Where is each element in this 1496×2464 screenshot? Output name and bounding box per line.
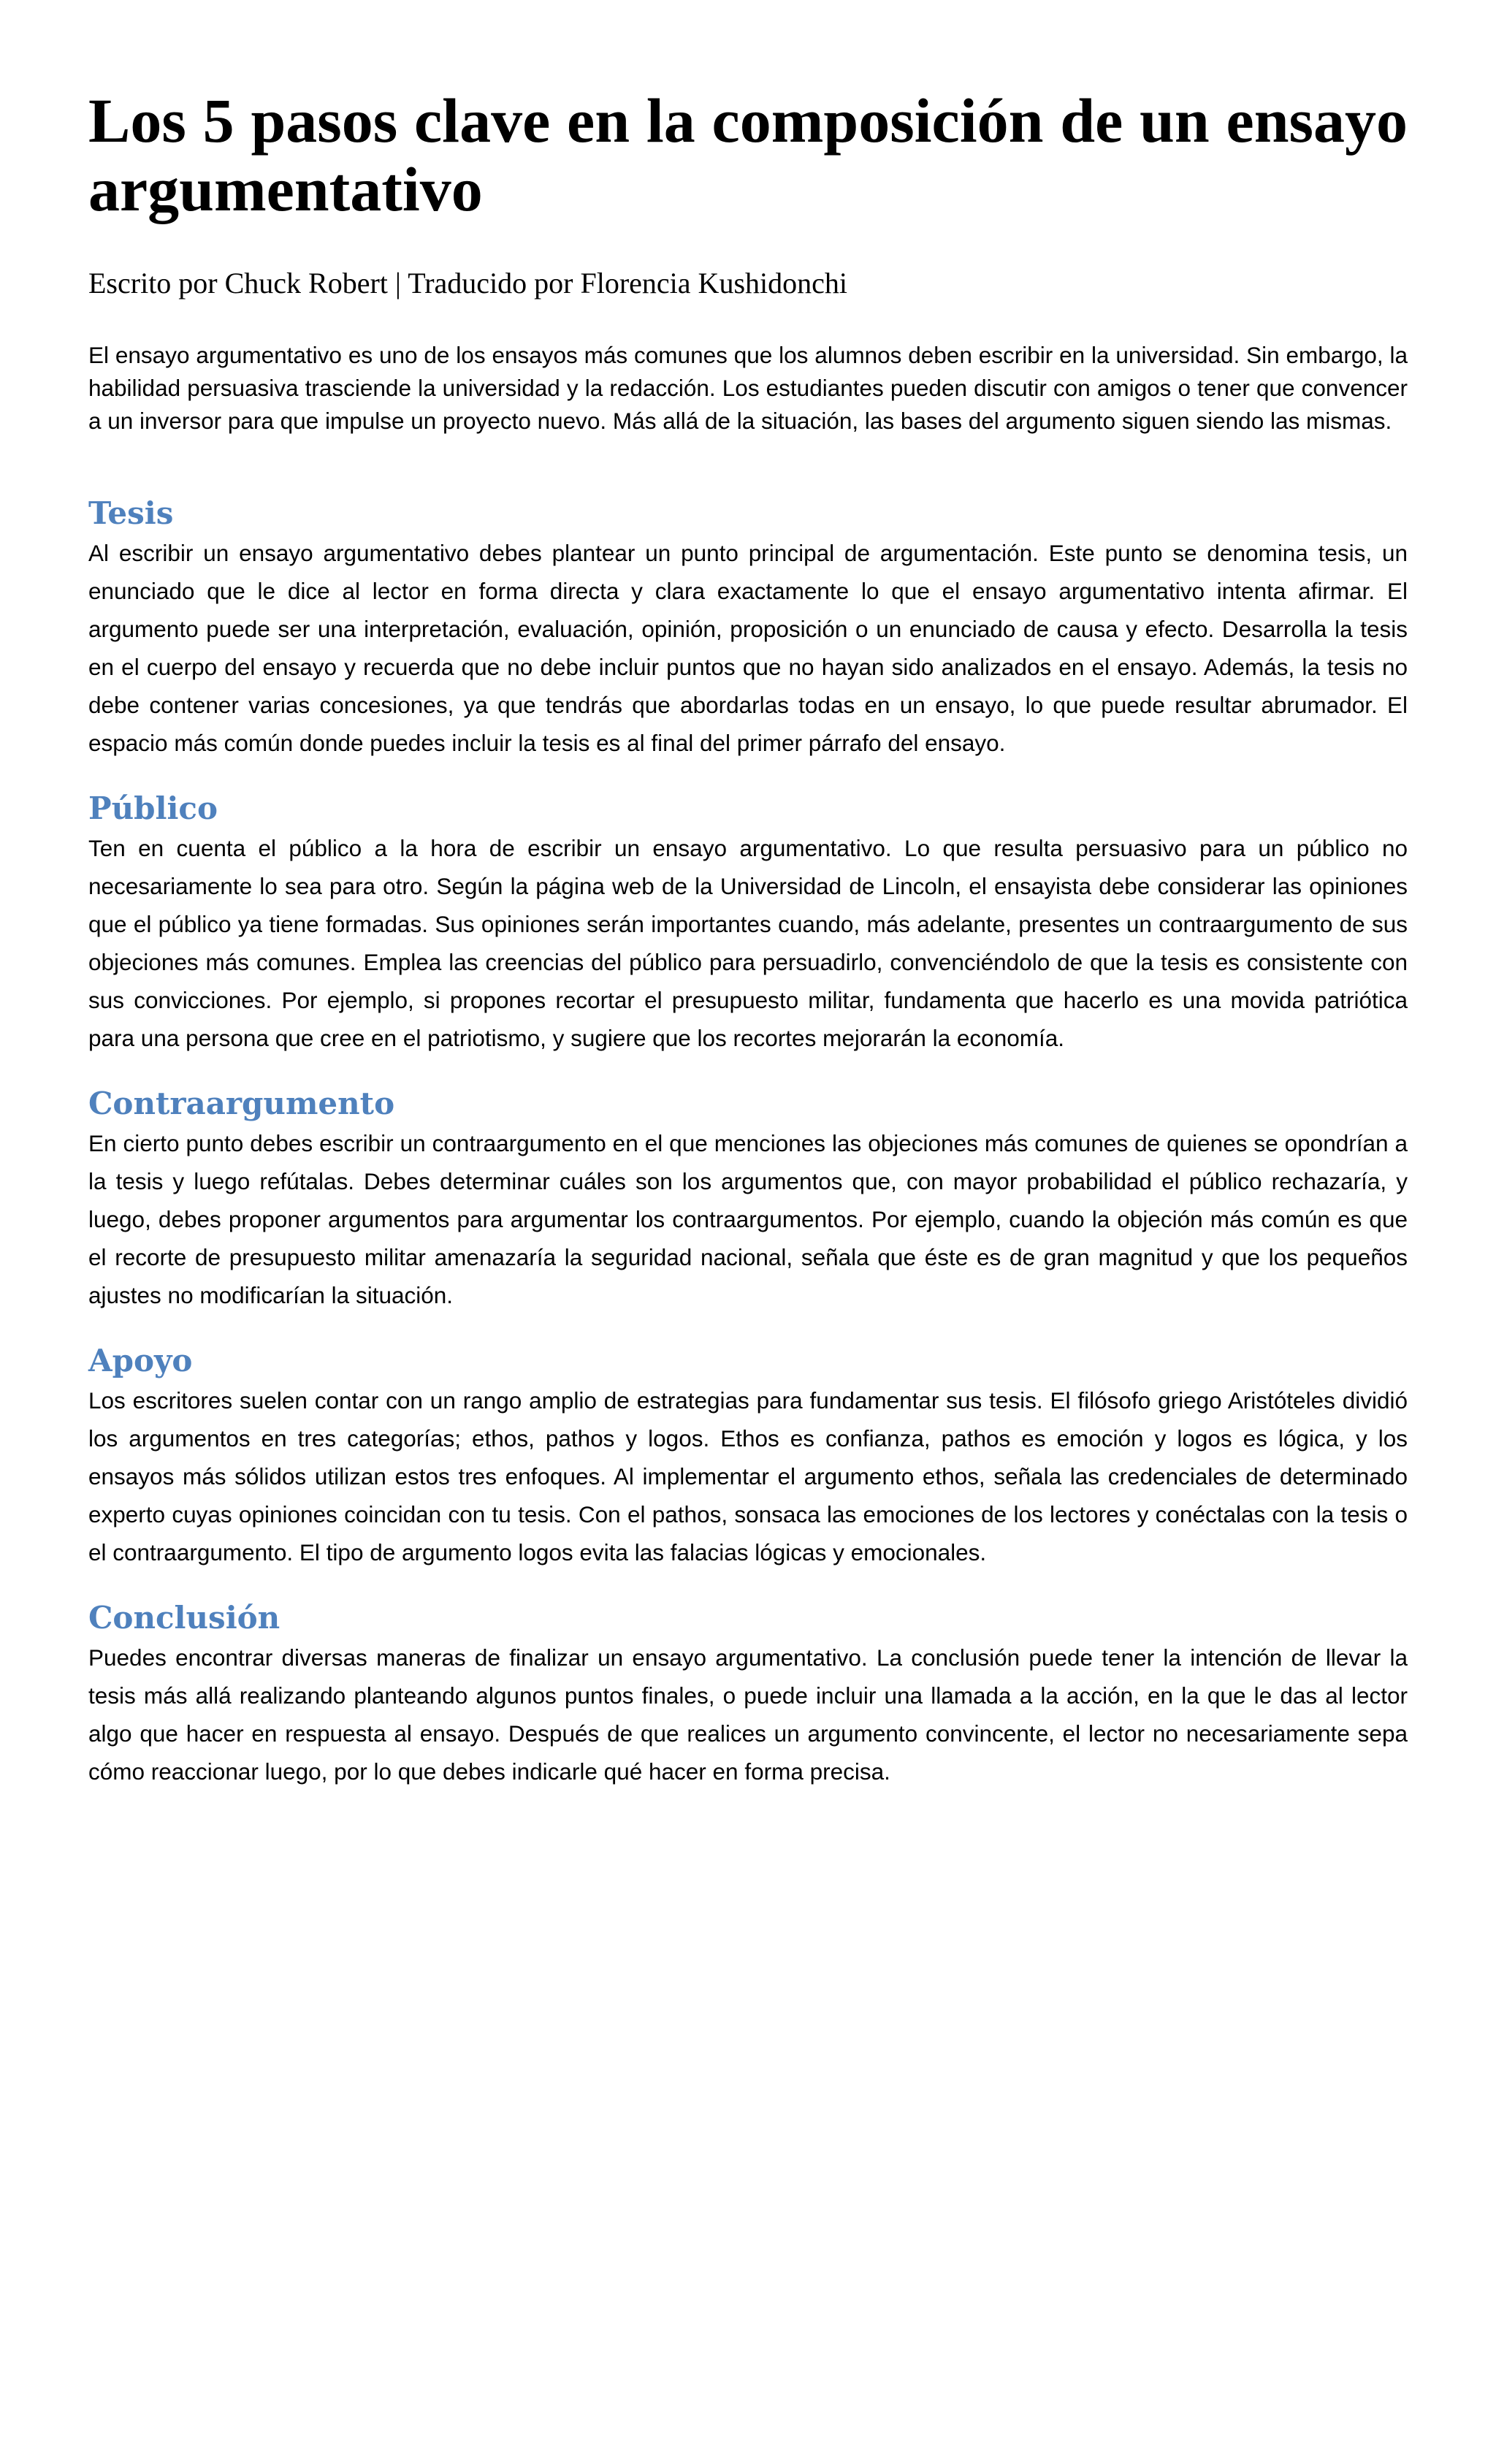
section-conclusion [88,1598,1408,1790]
section-heading: Apoyo [88,1343,193,1378]
section-body: Puedes encontrar diversas maneras de finalizar un ensayo argumentativo. La conclusión puede tener la intención de llevar la tesis más allá realizando planteando algunos puntos finales, o puede incluir una llamada a la acción, en la que le das al lector algo que hacer en respuesta al ensayo. Después de que realices un argumento convincente, el lector no necesariamente sepa cómo reaccionar luego, por lo que debes indicarle qué hacer en forma precisa. [88,1644,1408,1785]
section-body: Los escritores suelen contar con un rango amplio de estrategias para fundamentar sus tesis. El filósofo griego Aristóteles dividió los argumentos en tres categorías; ethos, pathos y logos. Ethos es confianza, pathos es emoción y logos es lógica, y los ensayos más sólidos utilizan estos tres enfoques. Al implementar el argumento ethos, señala las credenciales de determinado experto cuyas opiniones coincidan con tu tesis. Con el pathos, sonsaca las emociones de los lectores y conéctalas con la tesis o el contraargumento. El tipo de argumento logos evita las falacias lógicas y emocionales. [88,1387,1408,1565]
section-contraargumento [88,1083,1408,1314]
section-heading: Tesis [88,495,174,531]
section-heading: Contraargumento [88,1086,395,1121]
section-body: Al escribir un ensayo argumentativo debes plantear un punto principal de argumentación. Este punto se denomina tesis, un enunciado que le dice al lector en forma directa y clara exactamente lo que el ensayo argumentativo intenta afirmar. El argumento puede ser una interpretación, evaluación, opinión, proposición o un enunciado de causa y efecto. Desarrolla la tesis en el cuerpo del ensayo y recuerda que no debe incluir puntos que no hayan sido analizados en el ensayo. Además, la tesis no debe contener varias concesiones, ya que tendrás que abordarlas todas en un ensayo, lo que puede resultar abrumador. El espacio más común donde puedes incluir la tesis es al final del primer párrafo del ensayo. [88,540,1408,756]
section-apoyo [88,1340,1408,1571]
section-tesis [88,493,1408,762]
document-title: Los 5 pasos clave en la composición de un ensayo argumentativo [88,85,1408,224]
section-publico [88,788,1408,1057]
intro-paragraph: El ensayo argumentativo es uno de los ensayos más comunes que los alumnos deben escribir en la universidad. Sin embargo, la habilidad persuasiva trasciende la universidad y la redacción. Los estudiantes pueden discutir con amigos o tener que convencer a un inversor para que impulse un proyecto nuevo. Más allá de la situación, las bases del argumento siguen siendo las mismas. [88,342,1408,434]
section-heading: Conclusión [88,1600,280,1636]
section-body: En cierto punto debes escribir un contraargumento en el que menciones las objeciones más comunes de quienes se opondrían a la tesis y luego refútalas. Debes determinar cuáles son los argumentos que, con mayor probabilidad el público rechazaría, y luego, debes proponer argumentos para argumentar los contraargumentos. Por ejemplo, cuando la objeción más común es que el recorte de presupuesto militar amenazaría la seguridad nacional, señala que éste es de gran magnitud y que los pequeños ajustes no modificarían la situación. [88,1130,1408,1308]
section-heading: Público [88,790,218,826]
document-page [88,86,1408,1790]
section-body: Ten en cuenta el público a la hora de escribir un ensayo argumentativo. Lo que resulta persuasivo para un público no necesariamente lo sea para otro. Según la página web de la Universidad de Lincoln, el ensayista debe considerar las opiniones que el público ya tiene formadas. Sus opiniones serán importantes cuando, más adelante, presentes un contraargumento de sus objeciones más comunes. Emplea las creencias del público para persuadirlo, convenciéndolo de que la tesis es consistente con sus convicciones. Por ejemplo, si propones recortar el presupuesto militar, fundamenta que hacerlo es una movida patriótica para una persona que cree en el patriotismo, y sugiere que los recortes mejorarán la economía. [88,835,1408,1051]
byline: Escrito por Chuck Robert | Traducido por Florencia Kushidonchi [88,267,847,300]
